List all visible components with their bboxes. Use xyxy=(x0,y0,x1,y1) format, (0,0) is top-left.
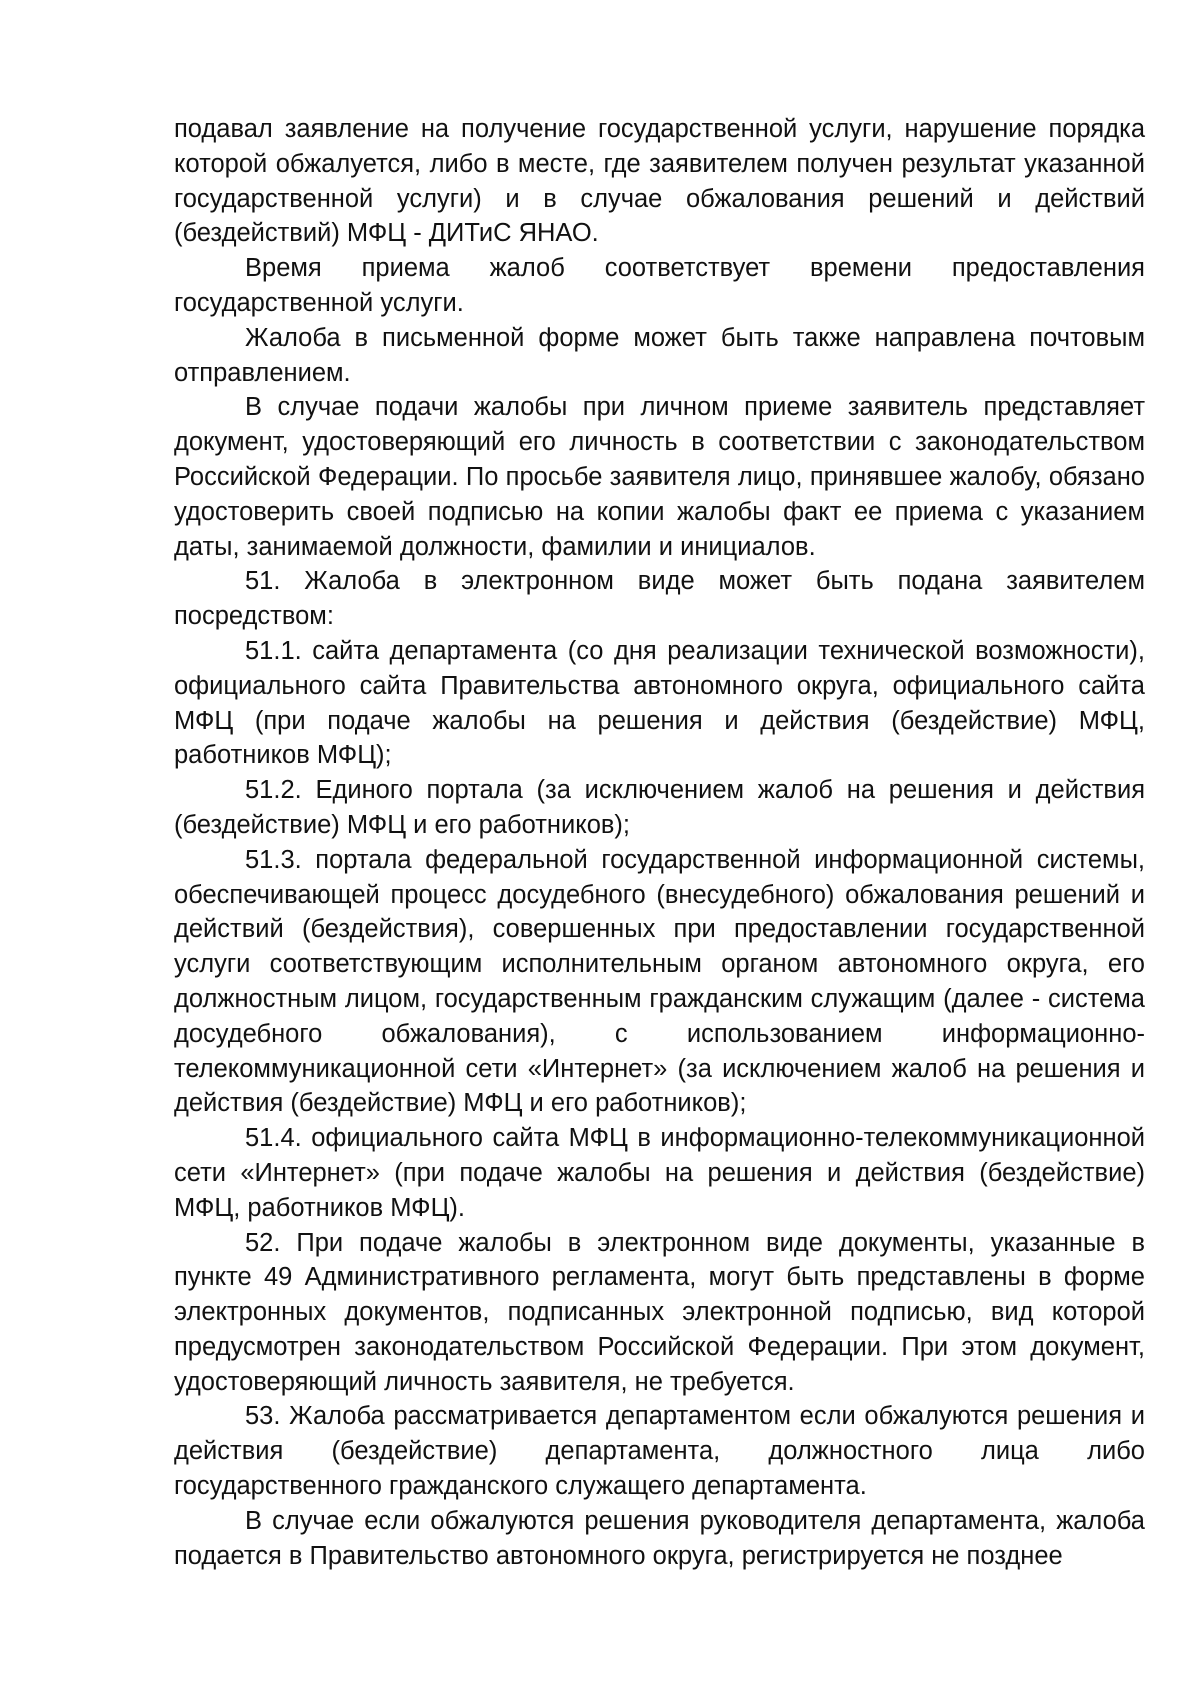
paragraph: В случае подачи жалобы при личном приеме заявитель представляет документ, удостоверяющий его личность в соответствии с законодательством Российской Федерации. По просьбе заявителя лицо, принявшее жалобу, обязано удостоверить своей подписью на копии жалобы факт ее приема с указанием даты, занимаемой должности, фамилии и инициалов. xyxy=(174,393,1145,561)
paragraph: Жалоба в письменной форме может быть также направлена почтовым отправлением. xyxy=(174,323,1145,387)
paragraph: подавал заявление на получение государственной услуги, нарушение порядка которой обжалуется, либо в месте, где заявителем получен результат указанной государственной услуги) и в случае обжалования решений и действий (бездействий) МФЦ - ДИТиС ЯНАО. xyxy=(174,115,1145,248)
paragraph: Время приема жалоб соответствует времени предоставления государственной услуги. xyxy=(174,254,1145,317)
paragraph: 51.2. Единого портала (за исключением жалоб на решения и действия (бездействие) МФЦ и его работников); xyxy=(174,776,1145,839)
paragraph: 51.4. официального сайта МФЦ в информационно-телекоммуникационной сети «Интернет» (при подаче жалобы на решения и действия (бездействие) МФЦ, работников МФЦ). xyxy=(174,1124,1145,1222)
paragraph: 51.1. сайта департамента (со дня реализации технической возможности), официального сайта Правительства автономного округа, официального сайта МФЦ (при подаче жалобы на решения и действия (бездействие) МФЦ, работников МФЦ); xyxy=(174,636,1145,770)
paragraph: 52. При подаче жалобы в электронном виде документы, указанные в пункте 49 Административного регламента, могут быть представлены в форме электронных документов, подписанных электронной подписью, вид которой предусмотрен законодательством Российской Федерации. При этом документ, удостоверяющий личность заявителя, не требуется. xyxy=(174,1228,1145,1396)
paragraph: 51. Жалоба в электронном виде может быть подана заявителем посредством: xyxy=(174,567,1145,631)
paragraph: 53. Жалоба рассматривается департаментом если обжалуются решения и действия (бездействие) департамента, должностного лица либо государственного гражданского служащего департамента. xyxy=(174,1402,1145,1501)
document-page xyxy=(174,112,1145,1573)
paragraph: 51.3. портала федеральной государственной информационной системы, обеспечивающей процесс досудебного (внесудебного) обжалования решений и действий (бездействия), совершенных при предоставлении государственной услуги соответствующим исполнительным органом автономного округа, его должностным лицом, государственным гражданским служащим (далее - система досудебного обжалования), с использованием информационно-телекоммуникационной сети «Интернет» (за исключением жалоб на решения и действия (бездействие) МФЦ и его работников); xyxy=(174,845,1145,1118)
paragraph: В случае если обжалуются решения руководителя департамента, жалоба подается в Правительство автономного округа, регистрируется не позднее xyxy=(174,1506,1145,1570)
